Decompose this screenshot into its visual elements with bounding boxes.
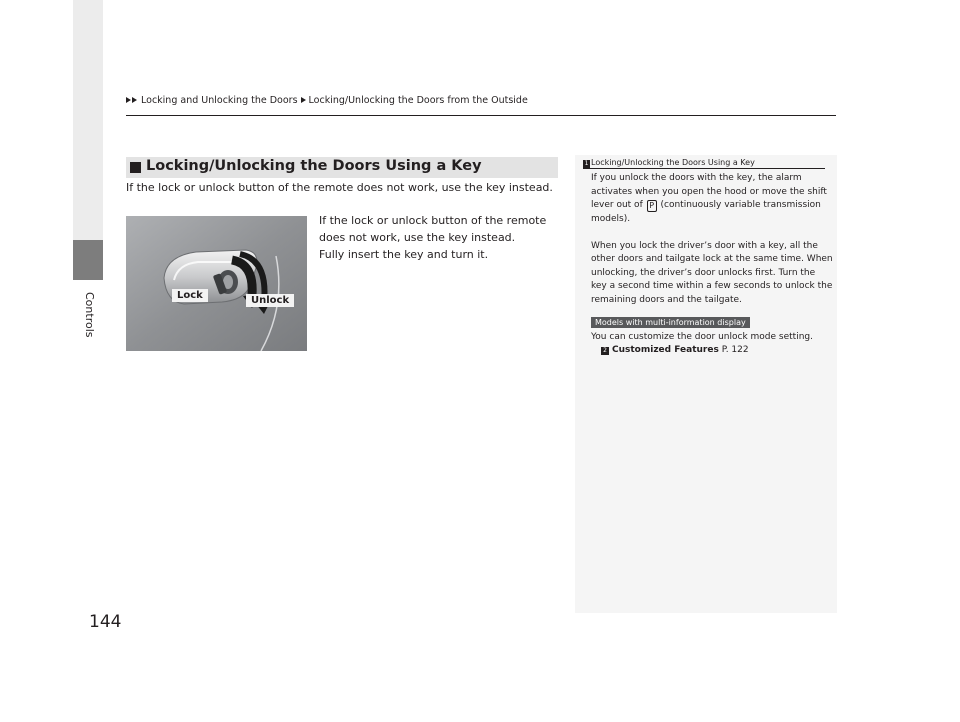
chapter-tab xyxy=(73,0,103,240)
model-badge: Models with multi-information display xyxy=(591,317,750,328)
chapter-label: Controls xyxy=(83,292,96,338)
sidebar-text: unlocking, the driver’s door unlocks first. Turn the xyxy=(591,267,816,278)
sidebar-text: key a second time within a few seconds to unlock the xyxy=(591,281,833,291)
sidebar-note xyxy=(575,155,837,613)
header-rule xyxy=(126,115,836,116)
sidebar-text: remaining doors and the tailgate. xyxy=(591,294,742,305)
page-number: 144 xyxy=(89,612,122,632)
door-handle-photo xyxy=(126,216,307,351)
photo-caption xyxy=(319,212,546,263)
sidebar-text: models). xyxy=(591,213,631,224)
intro-text: If the lock or unlock button of the remote does not work, use the key instead. xyxy=(126,181,553,194)
photo-caption-line: Fully insert the key and turn it. xyxy=(319,248,489,261)
breadcrumb xyxy=(126,95,528,106)
sidebar-text: If you unlock the doors with the key, the alarm xyxy=(591,173,802,183)
chapter-tab-marker xyxy=(73,240,103,280)
breadcrumb-item-1[interactable]: Locking and Unlocking the Doors xyxy=(141,95,298,106)
sidebar-rule xyxy=(583,168,825,169)
breadcrumb-arrows-icon xyxy=(126,95,138,106)
section-square-icon xyxy=(130,162,141,173)
cross-reference-title: Customized Features xyxy=(612,345,719,355)
sidebar-text: other doors and tailgate lock at the same time. When xyxy=(591,254,833,264)
unlock-callout: Unlock xyxy=(246,294,294,307)
cross-reference-page: P. 122 xyxy=(721,345,749,355)
reference-number-icon: 1 xyxy=(584,160,589,167)
section-header xyxy=(126,157,558,178)
sidebar-body xyxy=(591,172,831,358)
lock-callout: Lock xyxy=(172,289,208,302)
sidebar-heading xyxy=(583,158,755,168)
door-handle-illustration xyxy=(126,216,307,351)
photo-caption-line: does not work, use the key instead. xyxy=(319,231,516,244)
sidebar-text: When you lock the driver’s door with a key, all the xyxy=(591,240,818,251)
sidebar-text-with-key: lever out of P (continuously variable transmission xyxy=(591,200,821,210)
sidebar-heading-text: Locking/Unlocking the Doors Using a Key xyxy=(591,158,755,167)
breadcrumb-item-2[interactable]: Locking/Unlocking the Doors from the Outside xyxy=(308,95,528,106)
breadcrumb-separator-icon xyxy=(301,95,307,106)
sidebar-text: You can customize the door unlock mode setting. xyxy=(591,331,813,342)
cross-reference-link[interactable] xyxy=(591,344,831,358)
sidebar-text: activates when you open the hood or move the shift xyxy=(591,186,827,197)
park-key-icon: P xyxy=(647,200,657,212)
photo-caption-line: If the lock or unlock button of the remote xyxy=(319,214,547,227)
cross-reference-icon: 2 xyxy=(601,347,609,355)
section-title: Locking/Unlocking the Doors Using a Key xyxy=(146,158,482,174)
